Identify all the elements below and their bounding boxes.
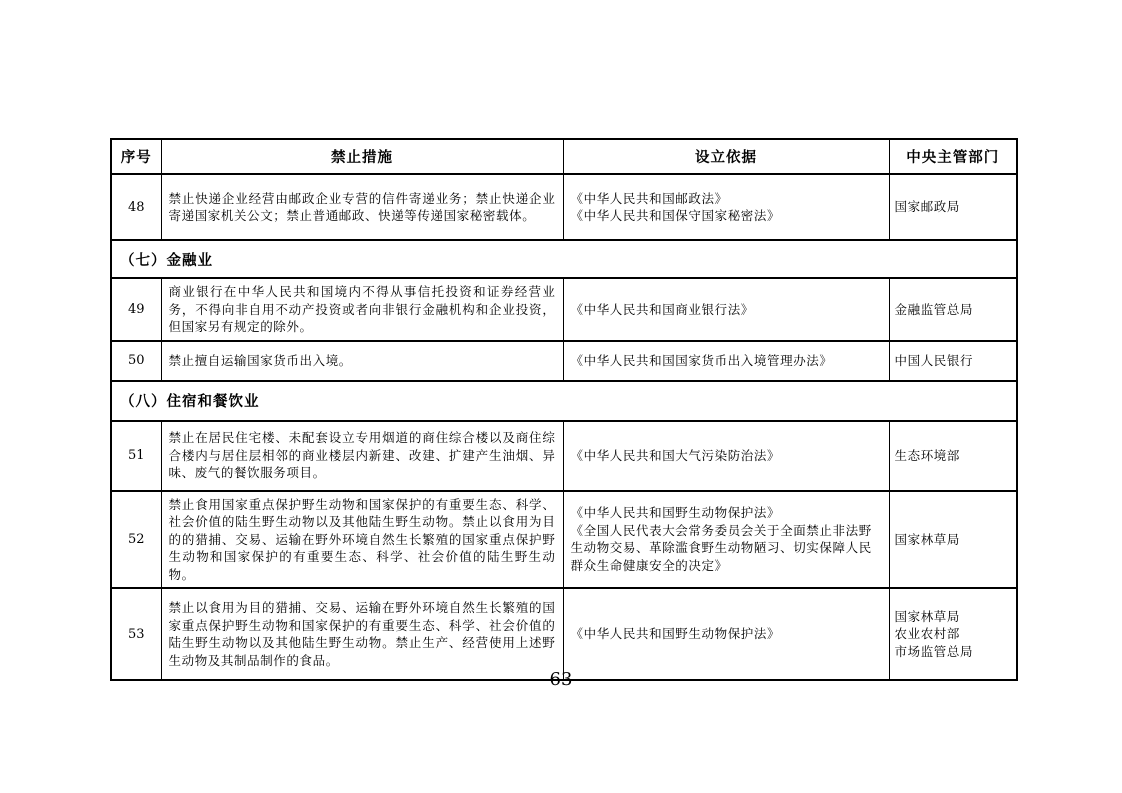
dept-line: 生态环境部 (894, 447, 961, 463)
row-number-cell: 53 (111, 588, 161, 680)
basis-line: 《中华人民共和国邮政法》 (570, 190, 728, 206)
section-row (111, 381, 1017, 421)
dept-cell (889, 278, 1017, 341)
table-row (111, 588, 1017, 680)
dept-line: 国家林草局 (894, 608, 961, 624)
col-header-basis: 设立依据 (563, 139, 889, 174)
basis-line: 《中华人民共和国保守国家秘密法》 (570, 208, 781, 223)
dept-cell (889, 491, 1017, 589)
table-row (111, 278, 1017, 341)
dept-cell (889, 588, 1017, 680)
dept-line: 市场监管总局 (894, 643, 974, 659)
table-row (111, 174, 1017, 240)
basis-line: 《中华人民共和国大气污染防治法》 (570, 447, 781, 463)
basis-line: 《中华人民共和国国家货币出入境管理办法》 (570, 352, 833, 368)
measure-cell: 禁止食用国家重点保护野生动物和国家保护的有重要生态、科学、社会价值的陆生野生动物以及其他陆生野生动物。禁止以食用为目的的猎捕、交易、运输在野外环境自然生长繁殖的国家重点保护野生动物和国家保护的有重要生态、科学、社会价值的陆生野生动物。 (161, 491, 563, 589)
basis-line: 《中华人民共和国商业银行法》 (570, 301, 754, 317)
table-row (111, 341, 1017, 381)
basis-line: 《中华人民共和国野生动物保护法》 (570, 626, 781, 642)
basis-cell (563, 174, 889, 240)
basis-cell (563, 491, 889, 589)
page-number: 63 (549, 669, 573, 690)
section-row (111, 240, 1017, 278)
dept-cell (889, 341, 1017, 381)
table-row (111, 421, 1017, 491)
row-number-cell: 49 (111, 278, 161, 341)
basis-cell (563, 278, 889, 341)
row-number-cell: 52 (111, 491, 161, 589)
dept-line: 金融监管总局 (894, 301, 974, 317)
row-number-cell: 50 (111, 341, 161, 381)
measure-cell: 禁止在居民住宅楼、未配套设立专用烟道的商住综合楼以及商住综合楼内与居住层相邻的商业楼层内新建、改建、扩建产生油烟、异味、废气的餐饮服务项目。 (161, 421, 563, 491)
col-header-no: 序号 (111, 139, 161, 174)
section-label: （七）金融业 (111, 240, 1017, 278)
dept-line: 中国人民银行 (894, 352, 974, 368)
basis-line: 《全国人民代表大会常务委员会关于全面禁止非法野生动物交易、革除滥食野生动物陋习、切实保障人民群众生命健康安全的决定》 (570, 522, 872, 573)
row-number-cell: 51 (111, 421, 161, 491)
dept-line: 国家林草局 (894, 531, 961, 547)
prohibition-table (110, 138, 1018, 681)
table-header-row (111, 139, 1017, 174)
col-header-measure: 禁止措施 (161, 139, 563, 174)
section-label: （八）住宿和餐饮业 (111, 381, 1017, 421)
row-number-cell: 48 (111, 174, 161, 240)
dept-line: 农业农村部 (894, 626, 961, 642)
dept-cell (889, 174, 1017, 240)
measure-cell: 禁止擅自运输国家货币出入境。 (161, 341, 563, 381)
table-row (111, 491, 1017, 589)
measure-cell: 禁止快递企业经营由邮政企业专营的信件寄递业务；禁止快递企业寄递国家机关公文；禁止普通邮政、快递等传递国家秘密载体。 (161, 174, 563, 240)
dept-line: 国家邮政局 (894, 199, 961, 215)
basis-cell (563, 421, 889, 491)
col-header-dept: 中央主管部门 (889, 139, 1017, 174)
table-body (111, 174, 1017, 680)
basis-line: 《中华人民共和国野生动物保护法》 (570, 505, 781, 521)
measure-cell: 商业银行在中华人民共和国境内不得从事信托投资和证券经营业务，不得向非自用不动产投资或者向非银行金融机构和企业投资，但国家另有规定的除外。 (161, 278, 563, 341)
dept-cell (889, 421, 1017, 491)
basis-cell (563, 341, 889, 381)
basis-cell (563, 588, 889, 680)
measure-cell: 禁止以食用为目的猎捕、交易、运输在野外环境自然生长繁殖的国家重点保护野生动物和国家保护的有重要生态、科学、社会价值的陆生野生动物以及其他陆生野生动物。禁止生产、经营使用上述野生动物及其制品制作的食品。 (161, 588, 563, 680)
